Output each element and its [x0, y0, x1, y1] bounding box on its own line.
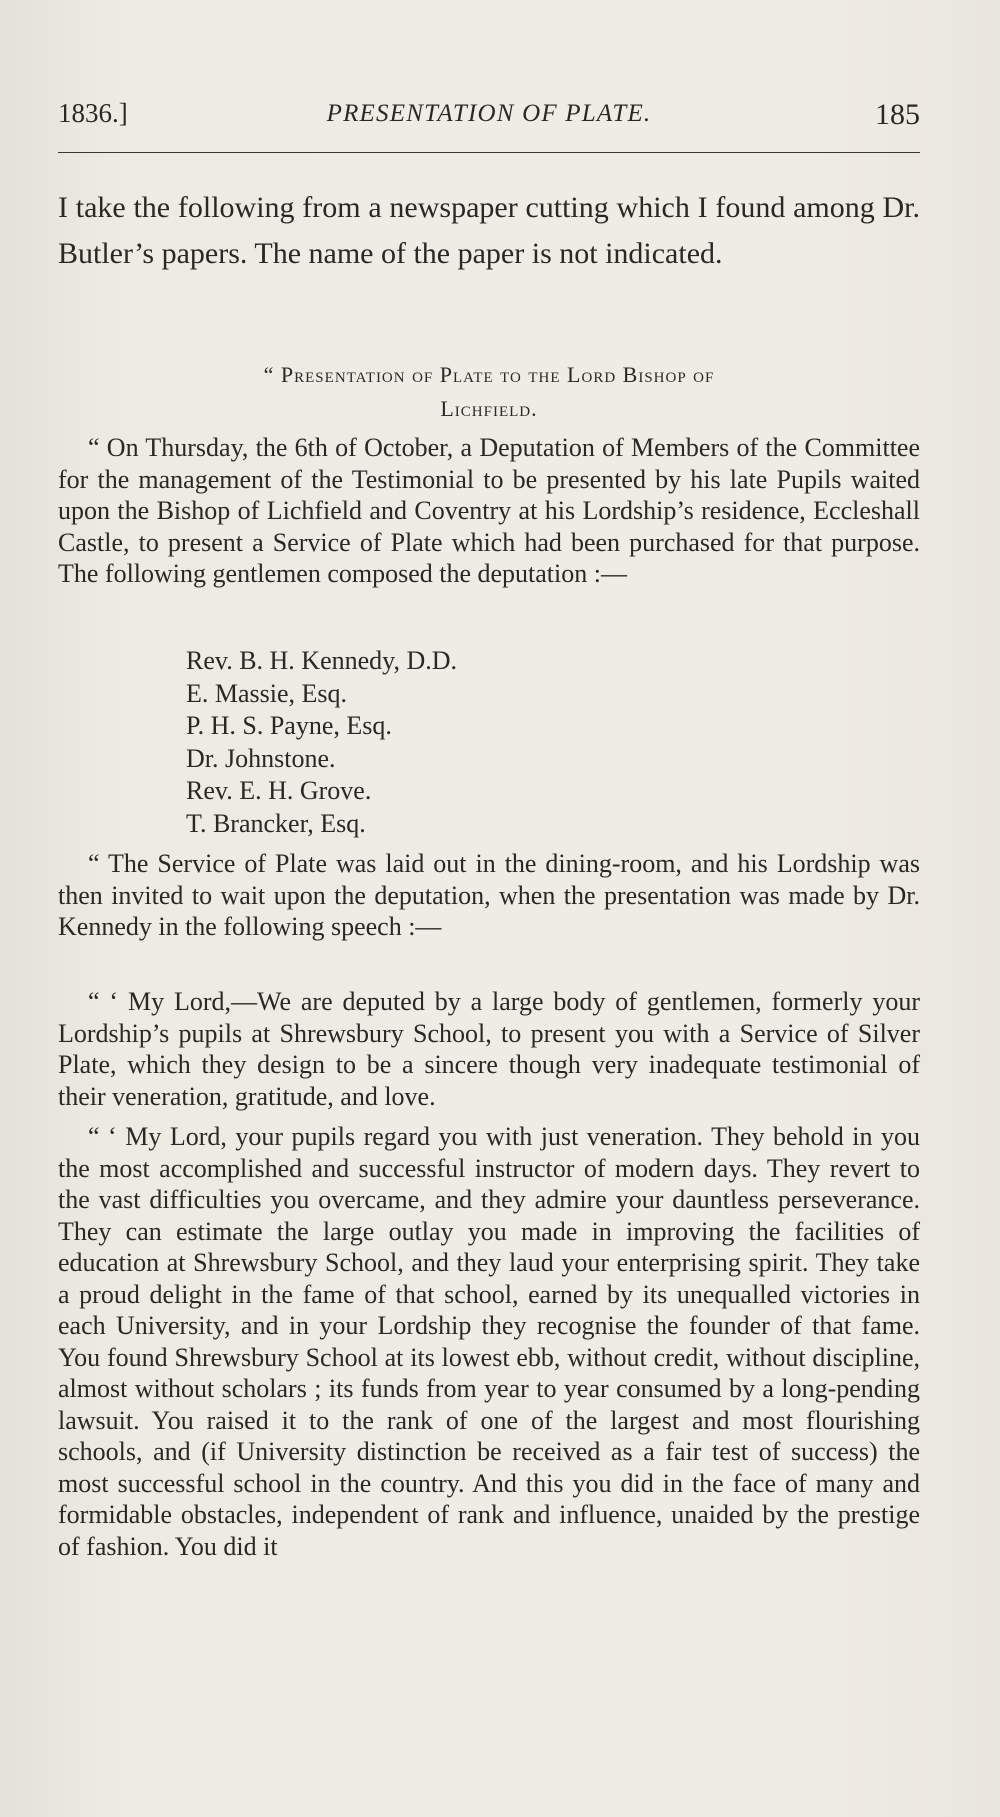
- header-rule: [58, 152, 920, 153]
- deputation-list: [186, 645, 786, 840]
- section-heading-line-1: “ Presentation of Plate to the Lord Bishop of: [263, 362, 715, 387]
- deputation-member: Rev. E. H. Grove.: [186, 776, 372, 805]
- deputation-member: P. H. S. Payne, Esq.: [186, 711, 392, 740]
- paragraph-speech-opening: “ ‘ My Lord,—We are deputed by a large body of gentlemen, formerly your Lordship’s pupils at Shrewsbury School, to present you with a Service of Silver Plate, which they design to be a sincere though very inadequate testimonial of their veneration, gratitude, and love.: [58, 987, 920, 1111]
- header-title: PRESENTATION OF PLATE.: [326, 100, 652, 127]
- section-heading-line-2: Lichfield.: [440, 396, 538, 421]
- running-header: [58, 98, 920, 138]
- deputation-member: Dr. Johnstone.: [186, 743, 336, 773]
- section-heading: [58, 358, 920, 426]
- header-year: 1836.]: [58, 98, 128, 128]
- intro-paragraph: I take the following from a newspaper cutting which I found among Dr. Butler’s papers. The name of the paper is not indicated.: [58, 191, 920, 270]
- deputation-member: Rev. B. H. Kennedy, D.D.: [186, 646, 458, 675]
- page-number: 185: [875, 98, 920, 131]
- deputation-member: E. Massie, Esq.: [186, 678, 348, 708]
- paragraph-speech-veneration: “ ‘ My Lord, your pupils regard you with just veneration. They behold in you the most accomplished and successful instructor of modern days. They revert to the vast difficulties you overcame, and they admire your dauntless perseverance. They can estimate the large outlay you made in improving the facilities of education at Shrewsbury School, and they laud your enterprising spirit. They take a proud delight in the fame of that school, earned by its unequalled victories in each University, and in your Lordship they recognise the founder of that fame. You found Shrewsbury School at its lowest ebb, without credit, without discipline, almost without scholars ; its funds from year to year consumed by a long-pending lawsuit. You raised it to the rank of one of the largest and most flourishing schools, and (if University distinction be received as a fair test of success) the most successful school in the country. And this you did in the face of many and formidable obstacles, independent of rank and influence, unaided by the prestige of fashion. You did it: [58, 1122, 920, 1561]
- paragraph-deputation: “ On Thursday, the 6th of October, a Deputation of Members of the Committee for the management of the Testimonial to be presented by his late Pupils waited upon the Bishop of Lichfield and Coventry at his Lordship’s residence, Eccleshall Castle, to present a Service of Plate which had been purchased for that purpose. The following gentlemen composed the deputation :—: [58, 433, 920, 588]
- paragraph-service-of-plate: “ The Service of Plate was laid out in the dining-room, and his Lordship was then invited to wait upon the deputation, when the presentation was made by Dr. Kennedy in the following speech :—: [58, 849, 920, 941]
- deputation-member: T. Brancker, Esq.: [186, 808, 366, 838]
